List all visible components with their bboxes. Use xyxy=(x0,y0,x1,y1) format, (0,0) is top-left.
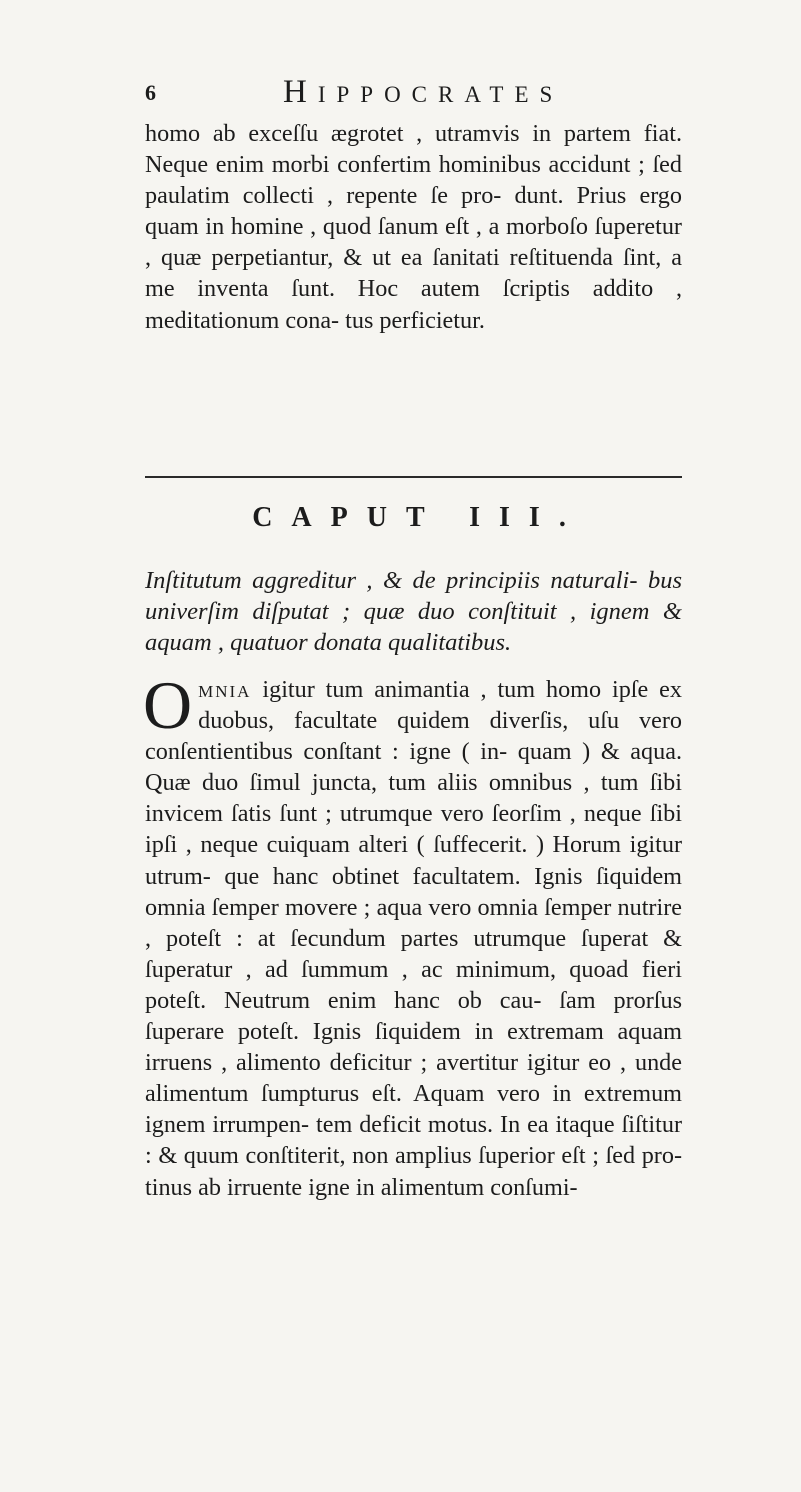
running-head xyxy=(145,74,685,122)
chapter-summary: Inſtitutum aggreditur , & de principiis naturali- bus univerſim diſputat ; quæ duo conſtituit , ignem & aquam , quatuor donata qualitatibus. xyxy=(145,567,682,656)
drop-cap: O xyxy=(143,667,193,743)
paragraph-1: homo ab exceſſu ægrotet , utramvis in partem fiat. Neque enim morbi confertim hominibus accidunt ; ſed paulatim collecti , repente ſe pro- dunt. Prius ergo quam in homine , quod ſanum eſt , a morboſo ſuperetur , quæ perpetiantur, & ut ea ſanitati reſtituenda ſint, a me inventa ſunt. Hoc autem ſcriptis addito , meditationum cona- tus perficietur. xyxy=(145,120,682,334)
chapter-heading: CAPUT III. xyxy=(252,502,585,533)
paragraph-2 xyxy=(143,667,682,1203)
paragraph-2-text: igitur tum animantia , tum homo ipſe ex duobus, facultate quidem diverſis, uſu vero conſentientibus conſtant : igne ( in- quam ) & aqua. Quæ duo ſimul juncta, tum aliis omnibus , tum ſibi invicem ſatis ſunt ; utrumque vero ſeorſim , neque ſibi ipſi , neque cuiquam alteri ( ſuffecerit. ) Horum igitur utrum- que hanc obtinet facultatem. Ignis ſiquidem omnia ſemper movere ; aqua vero omnia ſemper nutrire , poteſt : at ſecundum partes utrumque ſuperat & ſuperatur , ad ſummum , ac minimum, quoad fieri poteſt. Neutrum enim hanc ob cau- ſam prorſus ſuperare poteſt. Ignis ſiquidem in extremam aquam irruens , alimento deficitur ; avertitur igitur eo , unde alimentum ſumpturus eſt. Aquam vero in extremum ignem irrumpen- tem deficit motus. In ea itaque ſiſtitur : & quum conſtiterit, non amplius ſuperior eſt ; ſed pro- tinus ab irruente igne in alimentum conſumi- xyxy=(145,676,682,1201)
running-title: Hippocrates xyxy=(283,74,564,110)
section-divider xyxy=(145,476,682,478)
first-word-rest: mnia xyxy=(198,676,252,703)
page-number: 6 xyxy=(145,80,156,105)
